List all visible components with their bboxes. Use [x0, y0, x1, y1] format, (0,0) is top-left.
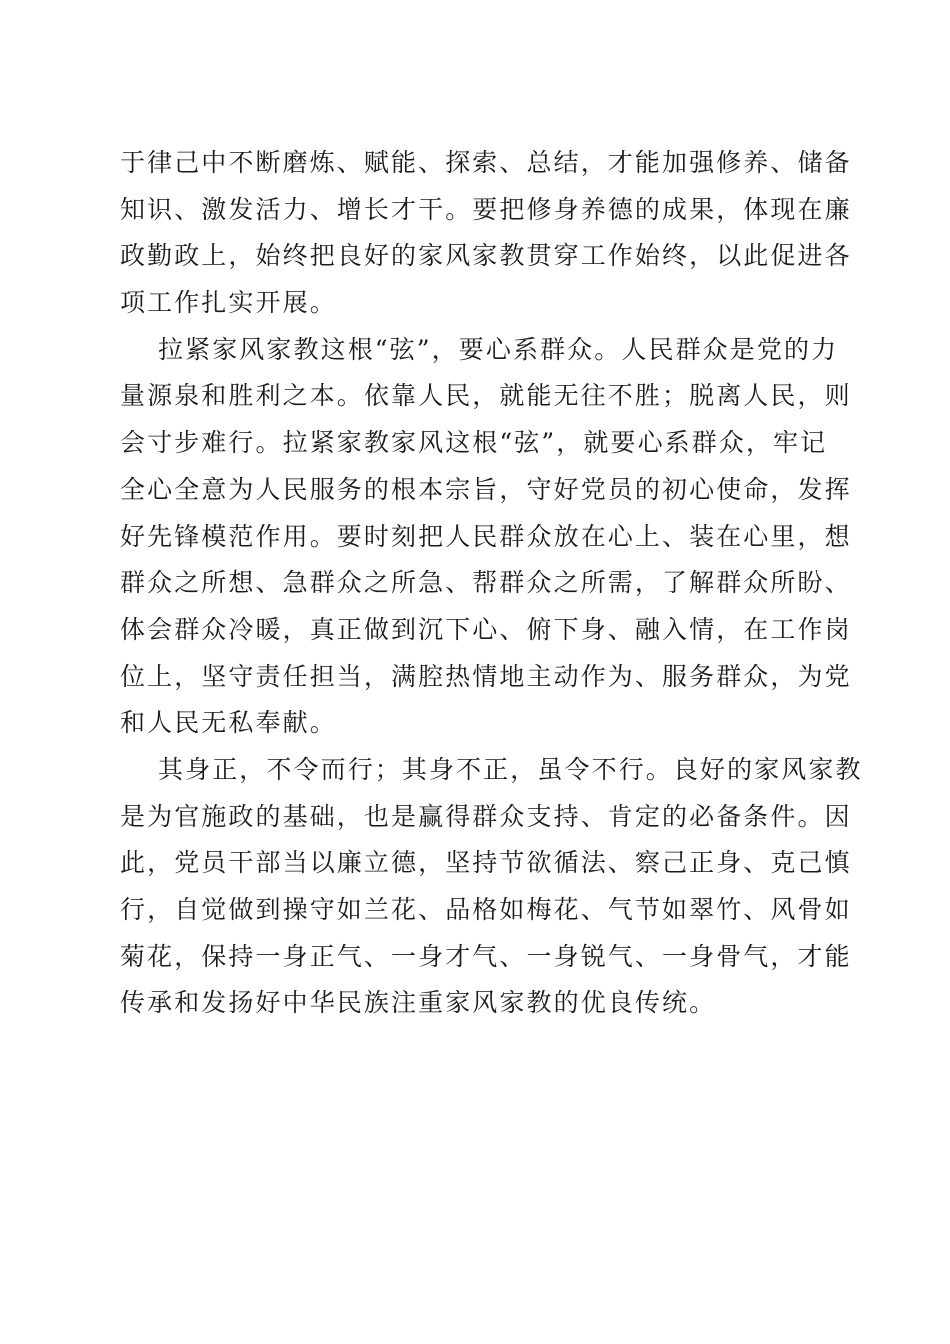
paragraph-1 [120, 140, 852, 327]
paragraph-line: 全心全意为人民服务的根本宗旨，守好党员的初心使命，发挥 [120, 474, 852, 504]
paragraph-line: 拉紧家风家教这根“弦”，要心系群众。人民群众是党的力 [158, 334, 839, 364]
paragraph-line: 项工作扎实开展。 [120, 288, 337, 318]
paragraph-line: 是为官施政的基础，也是赢得群众支持、肯定的必备条件。因 [120, 801, 852, 831]
paragraph-line: 政勤政上，始终把良好的家风家教贯穿工作始终，以此促进各 [120, 241, 852, 271]
paragraph-line: 和人民无私奉献。 [120, 708, 337, 738]
paragraph-line: 菊花，保持一身正气、一身才气、一身锐气、一身骨气，才能 [120, 941, 852, 971]
paragraph-line: 量源泉和胜利之本。依靠人民，就能无往不胜；脱离人民，则 [120, 381, 852, 411]
paragraph-line: 位上，坚守责任担当，满腔热情地主动作为、服务群众，为党 [120, 661, 852, 691]
paragraph-line: 群众之所想、急群众之所急、帮群众之所需，了解群众所盼、 [120, 568, 852, 598]
paragraph-line: 于律己中不断磨炼、赋能、探索、总结，才能加强修养、储备 [120, 148, 852, 177]
document-body [120, 140, 863, 1027]
paragraph-line: 体会群众冷暖，真正做到沉下心、俯下身、融入情，在工作岗 [120, 614, 852, 644]
paragraph-line: 知识、激发活力、增长才干。要把修身养德的成果，体现在廉 [120, 194, 852, 224]
paragraph-line: 传承和发扬好中华民族注重家风家教的优良传统。 [120, 988, 717, 1018]
paragraph-line: 会寸步难行。拉紧家教家风这根“弦”，就要心系群众，牢记 [120, 428, 828, 458]
paragraph-3 [120, 747, 863, 1027]
paragraph-2 [120, 327, 852, 747]
paragraph-line: 其身正，不令而行；其身不正，虽令不行。良好的家风家教 [158, 754, 863, 784]
paragraph-line: 好先锋模范作用。要时刻把人民群众放在心上、装在心里，想 [120, 521, 852, 551]
paragraph-line: 此，党员干部当以廉立德，坚持节欲循法、察己正身、克己慎 [120, 848, 852, 878]
paragraph-line: 行，自觉做到操守如兰花、品格如梅花、气节如翠竹、风骨如 [120, 895, 852, 924]
